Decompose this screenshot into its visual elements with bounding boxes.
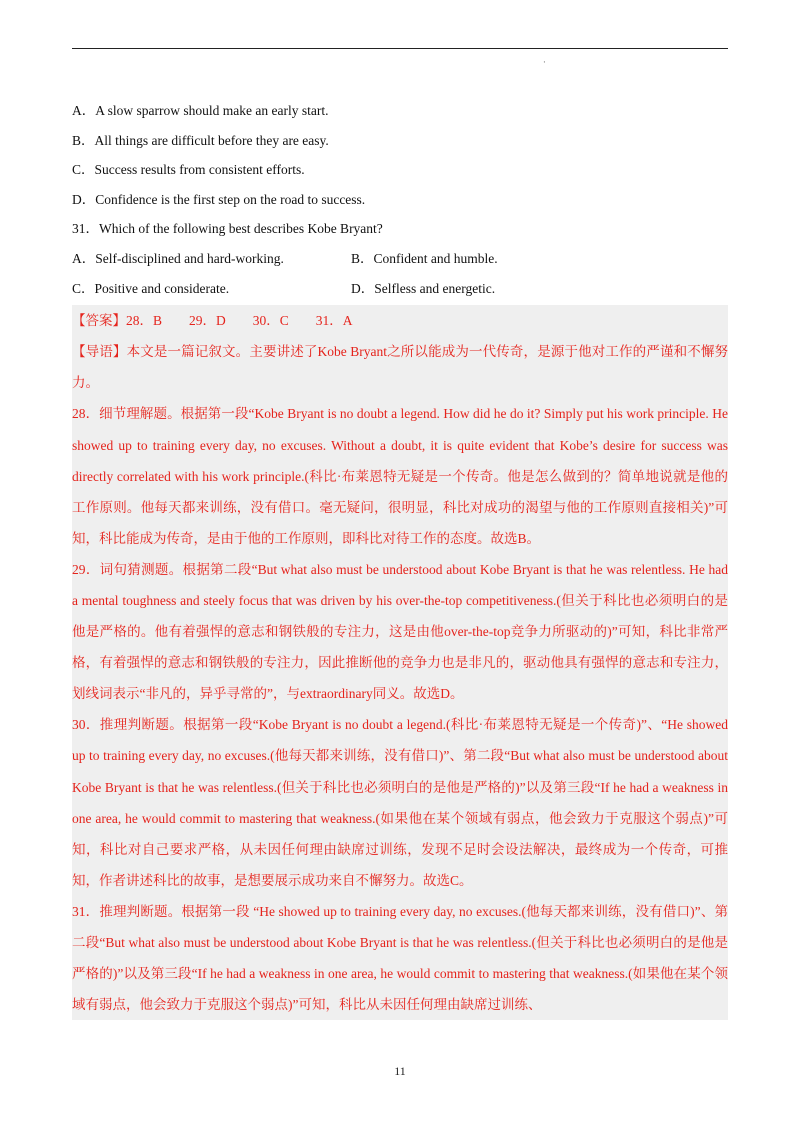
answer-line xyxy=(72,305,728,336)
header-dot-mark: · xyxy=(543,58,546,68)
guide-label: 【导语】 xyxy=(72,344,127,360)
answer-explanation-block xyxy=(72,305,728,1020)
question-31-stem: 31．Which of the following best describes Kobe Bryant? xyxy=(72,221,383,237)
explanation-29: 29．词句猜测题。根据第二段“But what also must be understood about Kobe Bryant is that he was relentless. He had a mental toughness and steely focus that was driven by his over-the-top competitiveness.(但关于科比也必须明白的是他是严格的。他有着强悍的意志和钢铁般的专注力，这是由他over-the-top竞争力所驱动的)”可知，科比非常严格，有着强悍的意志和钢铁般的专注力，因此推断他的竞争力也是非凡的，驱动他具有强悍的意志和专注力，划线词表示“非凡的，异乎寻常的”，与extraordinary同义。故选D。 xyxy=(72,561,728,702)
answer-label: 【答案】 xyxy=(72,313,126,329)
explanation-28: 28．细节理解题。根据第一段“Kobe Bryant is no doubt a legend. How did he do it? Simply put his work principle. He showed up to training every day, no excuses. Without a doubt, it is quite evident that Kobe’s desire for success was directly correlated with his work principle.(科比·布莱恩特无疑是一个传奇。他是怎么做到的？简单地说就是他的工作原则。他每天都来训练，没有借口。毫无疑问，很明显，科比对成功的渴望与他的工作原则直接相关)”可知，科比能成为传奇，是由于他的工作原则，即科比对待工作的态度。故选B。 xyxy=(72,406,728,546)
q31-option-b: B．Confident and humble. xyxy=(351,250,498,266)
q31-options-row-1 xyxy=(72,244,728,274)
guide-text: 本文是一篇记叙文。主要讲述了Kobe Bryant之所以能成为一代传奇，是源于他对工作的严谨和不懈努力。 xyxy=(72,344,729,391)
answer-text: 28．B 29．D 30．C 31．A xyxy=(126,313,353,329)
q30-option-c: C．Success results from consistent efforts. xyxy=(72,162,305,178)
q31-options-row-2 xyxy=(72,274,728,304)
page-number: 11 xyxy=(394,1064,406,1078)
q31-option-a: A．Self-disciplined and hard-working. xyxy=(72,250,284,266)
q30-option-b: B．All things are difficult before they are easy. xyxy=(72,132,329,148)
q31-option-c: C．Positive and considerate. xyxy=(72,280,230,296)
q31-option-d: D．Selfless and energetic. xyxy=(351,280,496,296)
q30-option-d: D．Confidence is the first step on the road to success. xyxy=(72,191,366,207)
explanation-30: 30．推理判断题。根据第一段“Kobe Bryant is no doubt a legend.(科比·布莱恩特无疑是一个传奇)”、“He showed up to training every day, no excuses.(他每天都来训练，没有借口)”、第二段“But what also must be understood about Kobe Bryant is that he was relentless.(但关于科比也必须明白的是他是严格的)”以及第三段“If he had a weakness in one area, he would commit to mastering that weakness.(如果他在某个领域有弱点，他会致力于克服这个弱点)”可知，科比对自己要求严格，从未因任何理由缺席过训练，发现不足时会设法解决，最终成为一个传奇，可推知，作者讲述科比的故事，是想要展示成功来自不懈努力。故选C。 xyxy=(72,717,728,888)
guide-paragraph xyxy=(72,336,728,398)
page-content xyxy=(72,96,728,1020)
explanation-31: 31．推理判断题。根据第一段 “He showed up to training every day, no excuses.(他每天都来训练，没有借口)”、第二段“But what also must be understood about Kobe Bryant is that he was relentless.(但关于科比也必须明白的是他是严格的)”以及第三段“If he had a weakness in one area, he would commit to mastering that weakness.(如果他在某个领域有弱点，他会致力于克服这个弱点)”可知，科比从未因任何理由缺席过训练、 xyxy=(72,903,728,1013)
header-rule xyxy=(72,48,728,49)
q30-option-a: A．A slow sparrow should make an early start. xyxy=(72,103,329,118)
